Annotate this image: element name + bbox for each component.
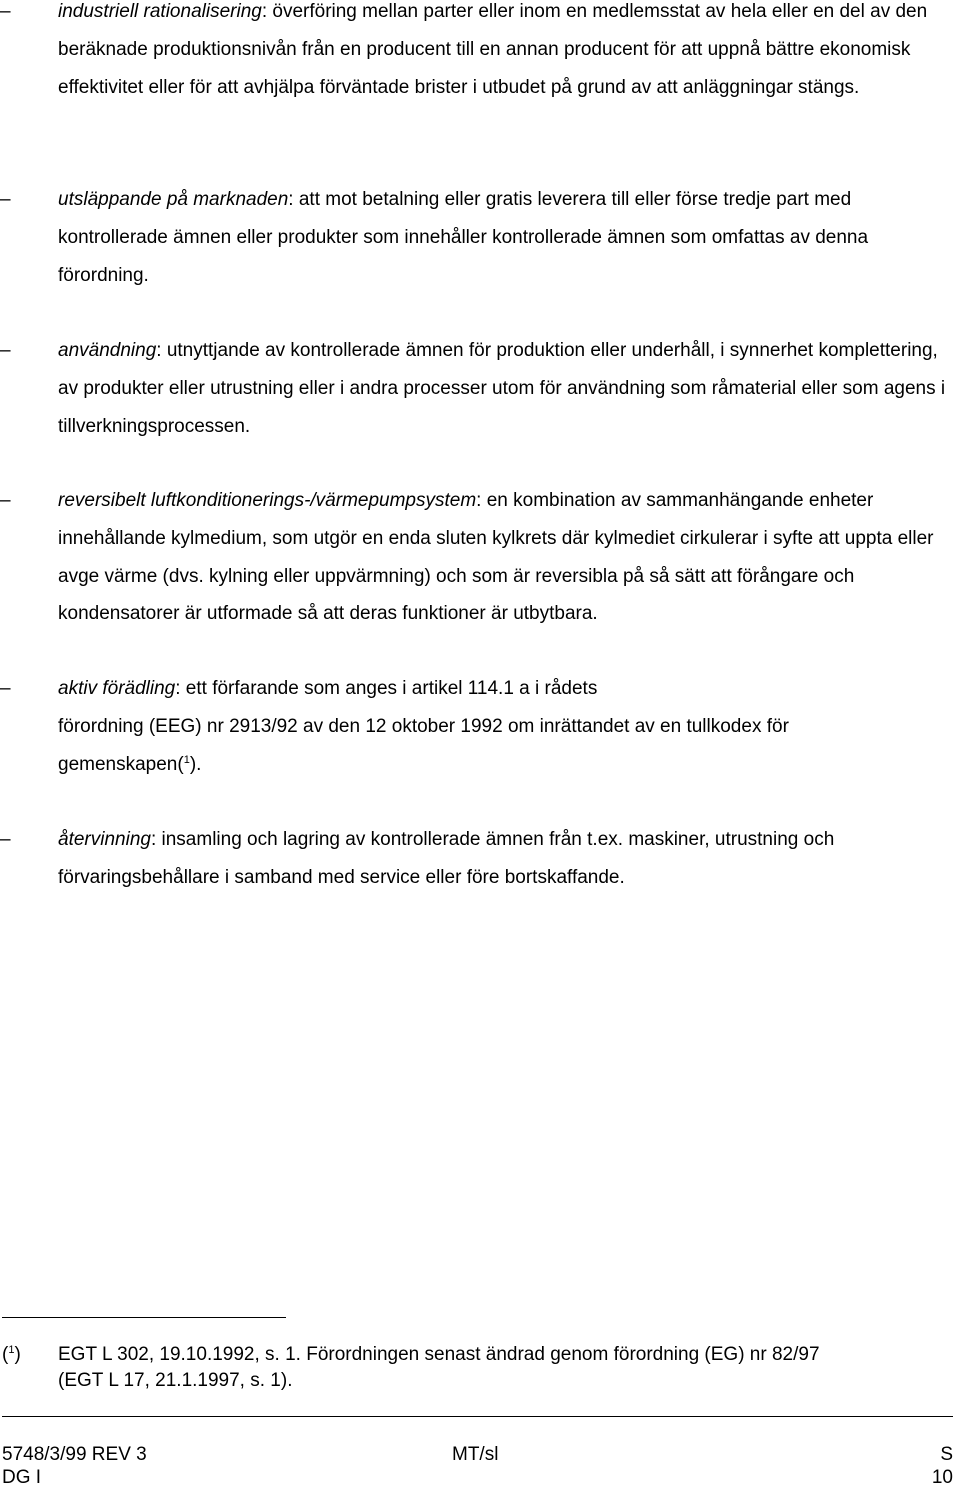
list-dash: – — [0, 189, 11, 210]
definition-text — [58, 181, 960, 294]
definition-text — [58, 0, 960, 106]
definition-term: användning — [58, 340, 157, 361]
document-reference: 5748/3/99 REV 3 — [2, 1444, 147, 1465]
definition-body: : utnyttjande av kontrollerade ämnen för produktion eller underhåll, i synnerhet komplettering, av produkter eller utrustning eller i andra processer utom för användning som råmaterial eller som agens i tillverkningsprocessen. — [58, 340, 946, 437]
definition-term: återvinning — [58, 829, 151, 850]
footer-row-2 — [2, 1466, 953, 1490]
footnote-marker-close: ) — [14, 1344, 21, 1365]
definition-body-line-3: gemenskapen( — [58, 753, 184, 775]
definition-body-line-3-end: ). — [189, 753, 202, 775]
definition-text — [58, 821, 960, 897]
list-dash: – — [0, 829, 11, 850]
definition-body-line-1: : ett förfarande som anges i artikel 114.1 a i rådets — [175, 678, 598, 699]
footnote-marker-number: 1 — [8, 1344, 15, 1356]
list-dash: – — [0, 340, 11, 361]
list-dash: – — [0, 678, 11, 699]
definition-body: : en kombination av sammanhängande enheter innehållande kylmedium, som utgör en enda sluten kylkrets där kylmediet cirkulerar i syfte att uppta eller avge värme (dvs. kylning eller uppvärmning) och som är reversibla på så sätt att förångare och kondensatorer är utformade så att deras funktioner är utbytbara. — [58, 490, 934, 625]
footnote-separator — [2, 1317, 286, 1318]
definition-text — [58, 332, 960, 445]
definition-text — [58, 482, 960, 633]
definition-body: : att mot betalning eller gratis leverera till eller förse tredje part med kontrollerade ämnen eller produkter som innehåller kontrollerade ämnen som omfattas av denna förordning. — [58, 189, 869, 286]
footer-separator — [2, 1416, 953, 1417]
definition-body: : insamling och lagring av kontrollerade ämnen från t.ex. maskiner, utrustning och förvaringsbehållare i samband med service eller före bortskaffande. — [58, 829, 835, 888]
author-initials: MT/sl — [452, 1444, 499, 1465]
definition-body: : överföring mellan parter eller inom en medlemsstat av hela eller en del av den beräknade produktionsnivån från en producent till en annan producent för att uppnå bättre ekonomisk effektivitet eller för att avhjälpa förväntade brister i utbudet på grund av att anläggningar stängs. — [58, 1, 928, 98]
footnote-line-1: EGT L 302, 19.10.1992, s. 1. Förordningen senast ändrad genom förordning (EG) nr 82/97 — [58, 1344, 820, 1365]
list-dash: – — [0, 1, 11, 22]
footer-row-1 — [2, 1443, 953, 1467]
definition-text — [58, 670, 960, 783]
footnote-reference[interactable]: 1 — [183, 753, 190, 766]
page-number: 10 — [931, 1467, 953, 1488]
directorate-general: DG I — [2, 1467, 42, 1488]
definition-term: reversibelt luftkonditionerings-/värmepumpsystem — [58, 490, 477, 511]
list-dash: – — [0, 490, 11, 511]
definition-body-line-2: förordning (EEG) nr 2913/92 av den 12 oktober 1992 om inrättandet av en tullkodex för — [58, 715, 789, 737]
footnote-text — [58, 1342, 960, 1394]
definition-term: industriell rationalisering — [58, 1, 262, 22]
footnote-marker — [2, 1342, 21, 1368]
footnote-marker-open: ( — [2, 1344, 9, 1365]
definition-term: utsläppande på marknaden — [58, 189, 289, 210]
footnote-line-2: (EGT L 17, 21.1.1997, s. 1). — [58, 1370, 293, 1391]
language-code: S — [940, 1444, 953, 1465]
definition-term: aktiv förädling — [58, 678, 176, 699]
